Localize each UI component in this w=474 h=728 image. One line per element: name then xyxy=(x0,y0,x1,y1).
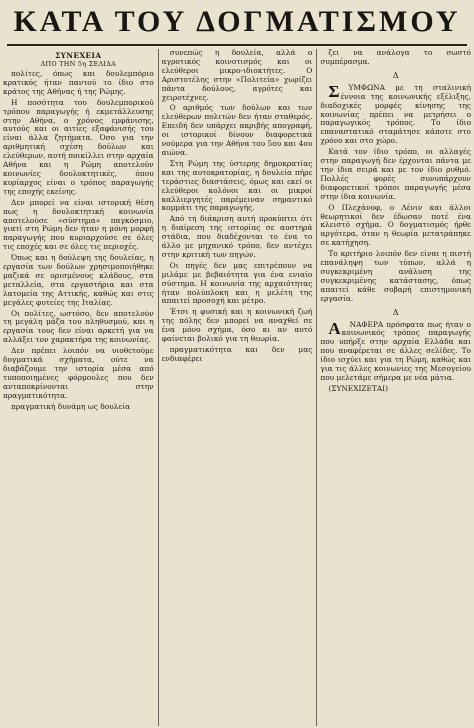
paragraph-text: ΥΜΦΩΝΑ με τη σταλινική έννοια της κοινωνικής εξέλιξης, διαδοχικές μορφές κίνησης της κοινωνίας πρέπει να μετρήσει ο παραγωγικός τρόπος. Το ίδιο επαναστατικό σταμάτησε κάποτε στο χρόνο και στο χώρο. xyxy=(320,82,472,146)
paragraph: Ο Πλεχάνοφ, ο Λένιν και άλλοι θεωρητικοί δεν έδωσαν ποτέ ένα κλειστό σχήμα. Ο δογματισμός ήρθε αργότερα, όταν η θεωρία μετατράπηκε σε κατήχηση. xyxy=(320,202,472,248)
article-columns xyxy=(3,49,471,726)
paragraph: Από τη διάκριση αυτή προκύπτει ότι η διαίρεση της ιστορίας σε αυστηρά στάδια, που διαδέχονται το ένα το άλλο με μηχανικό τρόπο, δεν αντέχει στην κριτική των πηγών. xyxy=(161,214,313,259)
headline: ΚΑΤΑ ΤΟΥ ΔΟΓΜΑΤΙΣΜΟΥ xyxy=(7,0,467,46)
paragraph xyxy=(320,81,472,146)
paragraph: Το κριτήριο λοιπόν δεν είναι η πιστή επανάληψη των τύπων, αλλά η συγκεκριμένη ανάλυση της συγκεκριμένης κατάστασης, όπως απαιτεί κάθε σοβαρή επιστημονική εργασία. xyxy=(320,249,472,303)
paragraph xyxy=(320,318,472,383)
paragraph: ζει να ανάλογα το σωστό συμπέρασμα. xyxy=(320,49,472,66)
paragraph: Δεν μπορεί να είναι ιστορική θέση πως η δουλοκτητική κοινωνία αποτελούσε «σύστημα» παγκόσμιο, γιατί στη Ρώμη δεν ήταν η μόνη μορφή παραγωγής που κυριαρχούσε σε όλες τις εποχές και σε όλες τις περιοχές. xyxy=(3,197,154,252)
paragraph: Έτσι η φυσική και η κοινωνική ζωή της πόλης δεν μπορεί να αναχθεί σε ένα μόνο σχήμα, όσο κι αν αυτό φαίνεται βολικό για τη θεωρία. xyxy=(161,307,313,344)
footer-line: (ΣΥΝΕΧΙΖΕΤΑΙ) xyxy=(328,383,388,393)
paragraph: συνεπώς η δουλεία, αλλά ο αγροτικός κοινοτισμός και οι ελεύθεροι μικρο-ιδιοκτήτες. Ο Αριστοτέλης στην «Πολιτεία» χωρίζει πάντα δούλους, αγρότες και χειροτέχνες. xyxy=(161,49,313,102)
column-1 xyxy=(3,49,154,726)
paragraph: Στη Ρώμη της ύστερης δημοκρατίας και της αυτοκρατορίας, η δουλεία πήρε τεράστιες διαστάσεις, όμως και εκεί οι ελεύθεροι κολόνοι και οι μικροί καλλιεργητές παρέμειναν σημαντικό κομμάτι της παραγωγής. xyxy=(161,158,313,213)
paragraph: Η ποσότητα του δουλεμπορικού τρόπου παραγωγής ή εκμετάλλευσης στην Αθήνα, ο χρόνος εμφάνισης, αυτούς και οι αιτίες εξαφάνισής του είναι άλλα ζητήματα. Όσο για την αριθμητική σχέση δούλων και ελεύθερων, αυτή ποικίλλει στην αρχαία Αθήνα και η Ρώμη αποτελούν κοινωνίες δουλοκτητικές, όπου κυρίαρχος είναι ο τρόπος παραγωγής της εποχής εκείνης. xyxy=(3,97,154,196)
section-mark: Δ xyxy=(392,70,399,80)
column-3 xyxy=(316,49,471,726)
section-mark: Δ xyxy=(392,307,399,317)
drop-cap: Α xyxy=(328,318,341,338)
paragraph-text: ΝΑΦΕΡΑ πρόσφατα πως ήταν ο κοινωνικός τρόπος παραγωγής που υπήρξε στην αρχαία Ελλάδα και που αναφέρεται σε άλλες σελίδες. Το ίδιο ισχύει και για τη Ρώμη, καθώς και για τις άλλες κοινωνίες της Μεσογείου που μελετάμε σήμερα με νέα μάτια. xyxy=(320,319,472,382)
column-2 xyxy=(158,49,313,726)
continued-from: ΑΠΟ ΤΗΝ 5η ΣΕΛΙΔΑ xyxy=(40,60,117,68)
paragraph: Οι πηγές δεν μας επιτρέπουν να μιλάμε με βεβαιότητα για ένα ενιαίο σύστημα. Η κοινωνία της αρχαιότητας ήταν πολύπλοκη και η μελέτη της απαιτεί προσοχή και μέτρο. xyxy=(161,260,313,306)
footer-line: πραγματική δυνάμη ως δουλεία xyxy=(11,401,131,411)
paragraph: Όπως και η δούλεψη της δουλείας, η εργασία των δούλων χρησιμοποιήθηκε μαζικά σε ορισμένους κλάδους, στα μεταλλεία, στα εργαστήρια και στα λατομεία της Αττικής, καθώς και στις μεγάλες φυτείες της Ιταλίας. xyxy=(3,253,154,307)
paragraph: πολίτες, όπως και δουλεμπόριο κρατικός ήταν παντού το ίδιο στο κράτος της Αθήνας ή της Ρώμης. xyxy=(3,69,154,96)
drop-cap: Σ xyxy=(328,81,340,101)
paragraph: Δεν πρέπει λοιπόν να υιοθετούμε δογματικά σχήματα, ούτε να διαβάζουμε την ιστορία μέσα από τυποποιημένες φόρμουλες που δεν ανταποκρίνονται στην πραγματικότητα. xyxy=(3,346,154,400)
paragraph: Οι πολίτες, ωστόσο, δεν αποτελούν τη μεγάλη μάζα του πληθυσμού, και η εργασία τους δεν είναι αρκετή για να αλλάξει τον χαρακτήρα της κοινωνίας. xyxy=(3,308,154,345)
paragraph: Κατά τον ίδιο τρόπο, οι αλλαγές στην παραγωγή δεν έρχονται πάντα με την ίδια σειρά και με τον ίδιο ρυθμό. Πολλές φορές συνυπάρχουν διαφορετικοί τρόποι παραγωγής μέσα στην ίδια κοινωνία. xyxy=(320,147,472,201)
paragraph: Ο αριθμός των δούλων και των ελεύθερων πολιτών δεν ήταν σταθερός. Επειδή δεν υπάρχει ακριβής απογραφή, οι ιστορικοί δίνουν διαφορετικά νούμερα για την Αθήνα του 5ου και 4ου αιώνα. xyxy=(161,103,313,157)
footer-line: πραγματικότητα και δεν μας ενδιαφέρει xyxy=(161,345,313,363)
continued-label: ΣΥΝΕΧΕΙΑ xyxy=(55,51,102,60)
